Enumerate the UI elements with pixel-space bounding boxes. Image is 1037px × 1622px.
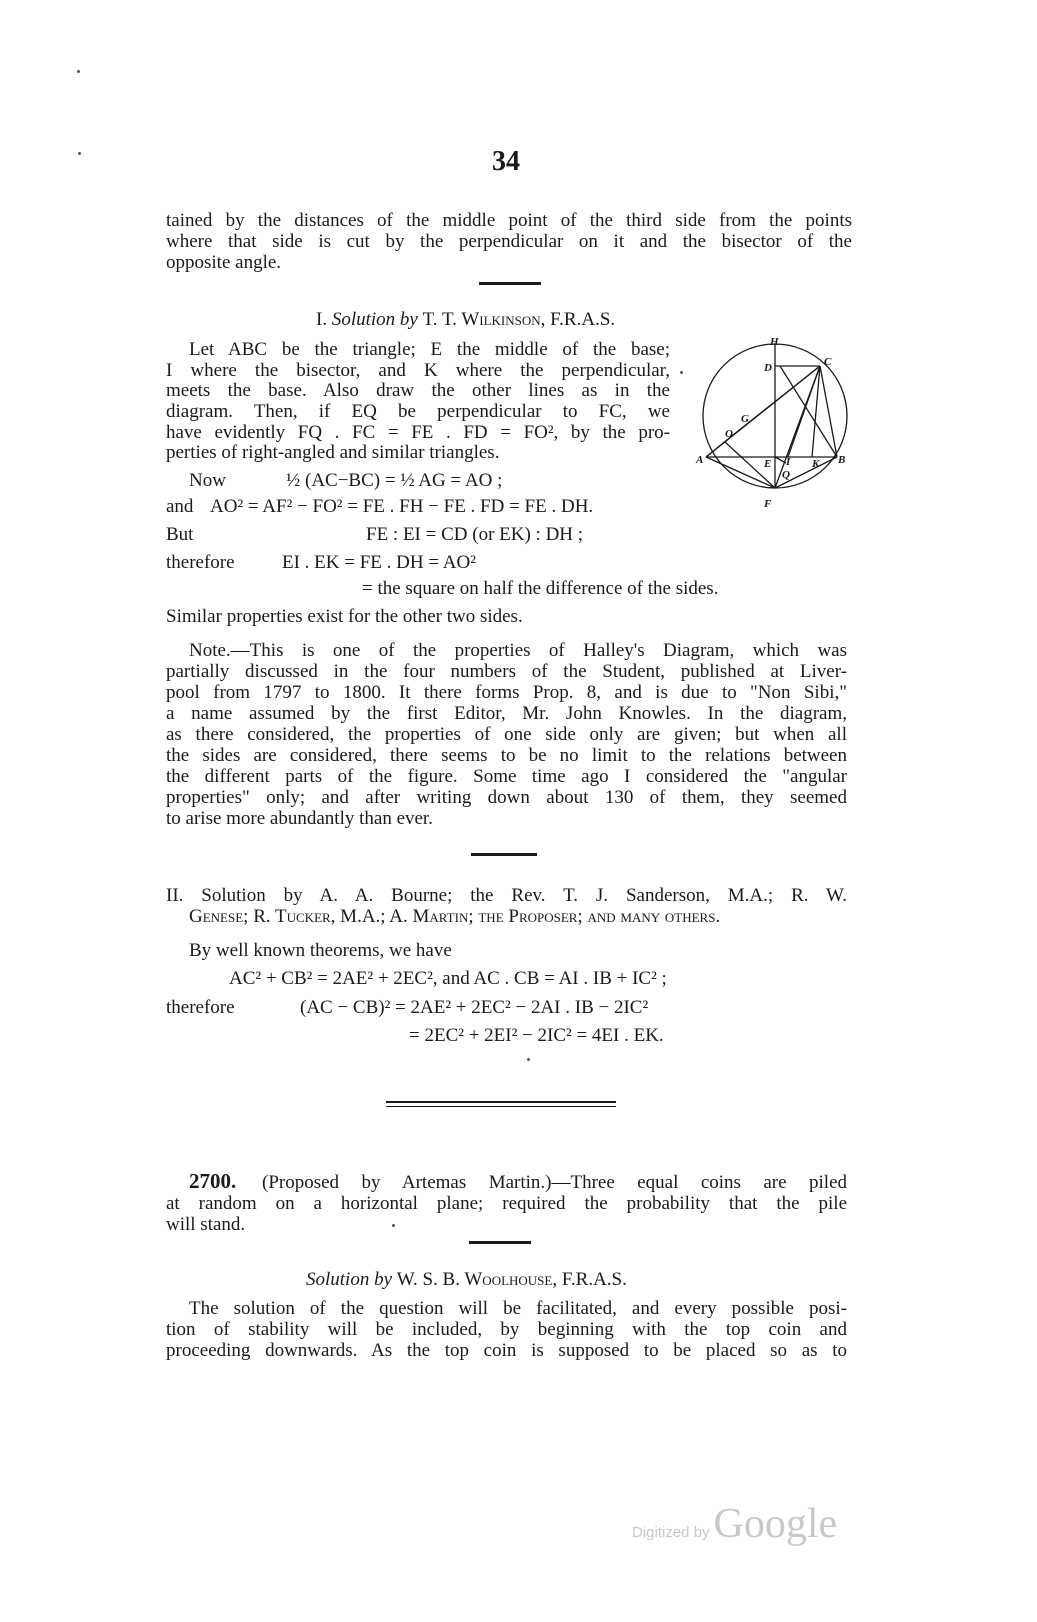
note-line-8: properties" only; and after writing down about 130 of them, they seemed (166, 787, 847, 808)
sol1-line-6: perties of right-angled and similar triangles. (166, 442, 500, 463)
note-line-3: pool from 1797 to 1800. It there forms Prop. 8, and is due to "Non Sibi," (166, 682, 847, 703)
scan-speck (78, 152, 81, 155)
label-d: D (764, 362, 772, 374)
label-i: I (786, 456, 791, 468)
solution2-intro: By well known theorems, we have (189, 940, 452, 961)
bisector-ci (788, 366, 820, 457)
eq4-body: EI . EK = FE . DH = AO² (282, 552, 476, 573)
eq1-lead: Now (189, 470, 226, 491)
note-line-6: the sides are considered, there seems to be no limit to the relations between (166, 745, 847, 766)
intro-line-3: opposite angle. (166, 252, 282, 273)
eq3-body: FE : EI = CD (or EK) : DH ; (366, 524, 584, 545)
solution2-eq-c: = 2EC² + 2EI² − 2IC² = 4EI . EK. (409, 1025, 664, 1046)
sol1-line-3: meets the base. Also draw the other lines as in the (166, 380, 670, 401)
scan-speck (392, 1224, 395, 1227)
line-ag (706, 431, 738, 457)
note-line-1: Note.—This is one of the properties of Halley's Diagram, which was (189, 640, 847, 661)
solution2-header-2: Genese; R. Tucker, M.A.; A. Martin; the Proposer; and many others. (189, 906, 721, 927)
solution3-author: W. S. B. Woolhouse, F.R.A.S. (396, 1269, 627, 1290)
solution2-eq-b: (AC − CB)² = 2AE² + 2EC² − 2AI . IB − 2IC² (300, 997, 649, 1018)
sol3-line-3: proceeding downwards. As the top coin is supposed to be placed so as to (166, 1340, 847, 1361)
intro-line-1: tained by the distances of the middle point of the third side from the points (166, 210, 852, 231)
label-f: F (764, 498, 772, 510)
eq4-lead: therefore (166, 552, 235, 573)
sol1-line-4: diagram. Then, if EQ be perpendicular to FC, we (166, 401, 670, 422)
note-line-5: as there considered, the properties of one side only are given; but when all (166, 724, 847, 745)
problem-line-2: at random on a horizontal plane; required the probability that the pile (166, 1193, 847, 1214)
google-watermark (632, 1500, 837, 1548)
page-number: 34 (492, 146, 520, 177)
solution1-numeral: I. (316, 309, 328, 330)
label-e: E (764, 458, 772, 470)
watermark-prefix: Digitized by (632, 1524, 710, 1541)
scan-speck (77, 70, 80, 73)
perp-ck (812, 366, 820, 457)
solution2-header-1: II. Solution by A. A. Bourne; the Rev. T. J. Sanderson, M.A.; R. W. (166, 885, 847, 906)
label-k: K (812, 458, 820, 470)
eq2-body: AO² = AF² − FO² = FE . FH − FE . FD = FE . DH. (210, 496, 594, 517)
eq1-body: ½ (AC−BC) = ½ AG = AO ; (286, 470, 503, 491)
solution3-header (306, 1269, 627, 1290)
double-rule-bottom (386, 1106, 616, 1107)
scan-speck (680, 371, 683, 374)
problem-line-3: will stand. (166, 1214, 246, 1235)
label-h: H (770, 336, 779, 348)
watermark-brand: Google (713, 1501, 838, 1547)
section-divider (479, 282, 541, 285)
note-line-4: a name assumed by the first Editor, Mr. John Knowles. In the diagram, (166, 703, 847, 724)
problem-line-1: (Proposed by Artemas Martin.)—Three equal coins are piled (262, 1172, 847, 1193)
intro-line-2: where that side is cut by the perpendicular on it and the bisector of the (166, 231, 852, 252)
sol1-line-5: have evidently FQ . FC = FE . FD = FO², by the pro- (166, 422, 670, 443)
solution1-header (316, 309, 615, 330)
sol1-line-1: Let ABC be the triangle; E the middle of the base; (189, 339, 670, 360)
sol3-line-2: tion of stability will be included, by beginning with the top coin and (166, 1319, 847, 1340)
solution1-label: Solution by (331, 309, 418, 330)
line-eq (775, 457, 786, 463)
similar-properties: Similar properties exist for the other two sides. (166, 606, 523, 627)
label-b: B (838, 454, 846, 466)
note-line-2: partially discussed in the four numbers of the Student, published at Liver- (166, 661, 847, 682)
double-rule-top (386, 1101, 616, 1103)
solution1-author: T. T. Wilkinson, F.R.A.S. (422, 309, 616, 330)
eq2-lead: and (166, 496, 194, 517)
sol1-line-2: I where the bisector, and K where the perpendicular, (166, 360, 670, 381)
sol3-line-1: The solution of the question will be facilitated, and every possible posi- (189, 1298, 847, 1319)
section-divider (471, 853, 537, 856)
label-g: G (741, 413, 749, 425)
halley-diagram (690, 330, 860, 515)
note-line-7: the different parts of the figure. Some time ago I considered the "angular (166, 766, 847, 787)
solution3-label: Solution by (306, 1269, 393, 1290)
scan-speck (527, 1058, 530, 1061)
section-divider (469, 1241, 531, 1244)
solution2-eq-a: AC² + CB² = 2AE² + 2EC², and AC . CB = AI . IB + IC² ; (229, 968, 667, 989)
solution2-eq-b-lead: therefore (166, 997, 235, 1018)
label-q: Q (782, 469, 790, 481)
eq5: = the square on half the difference of the sides. (362, 578, 719, 599)
problem-number: 2700. (189, 1169, 237, 1193)
label-o: O (725, 428, 733, 440)
label-c: C (824, 356, 832, 368)
note-line-9: to arise more abundantly than ever. (166, 808, 433, 829)
eq3-lead: But (166, 524, 194, 545)
label-a: A (696, 454, 704, 466)
